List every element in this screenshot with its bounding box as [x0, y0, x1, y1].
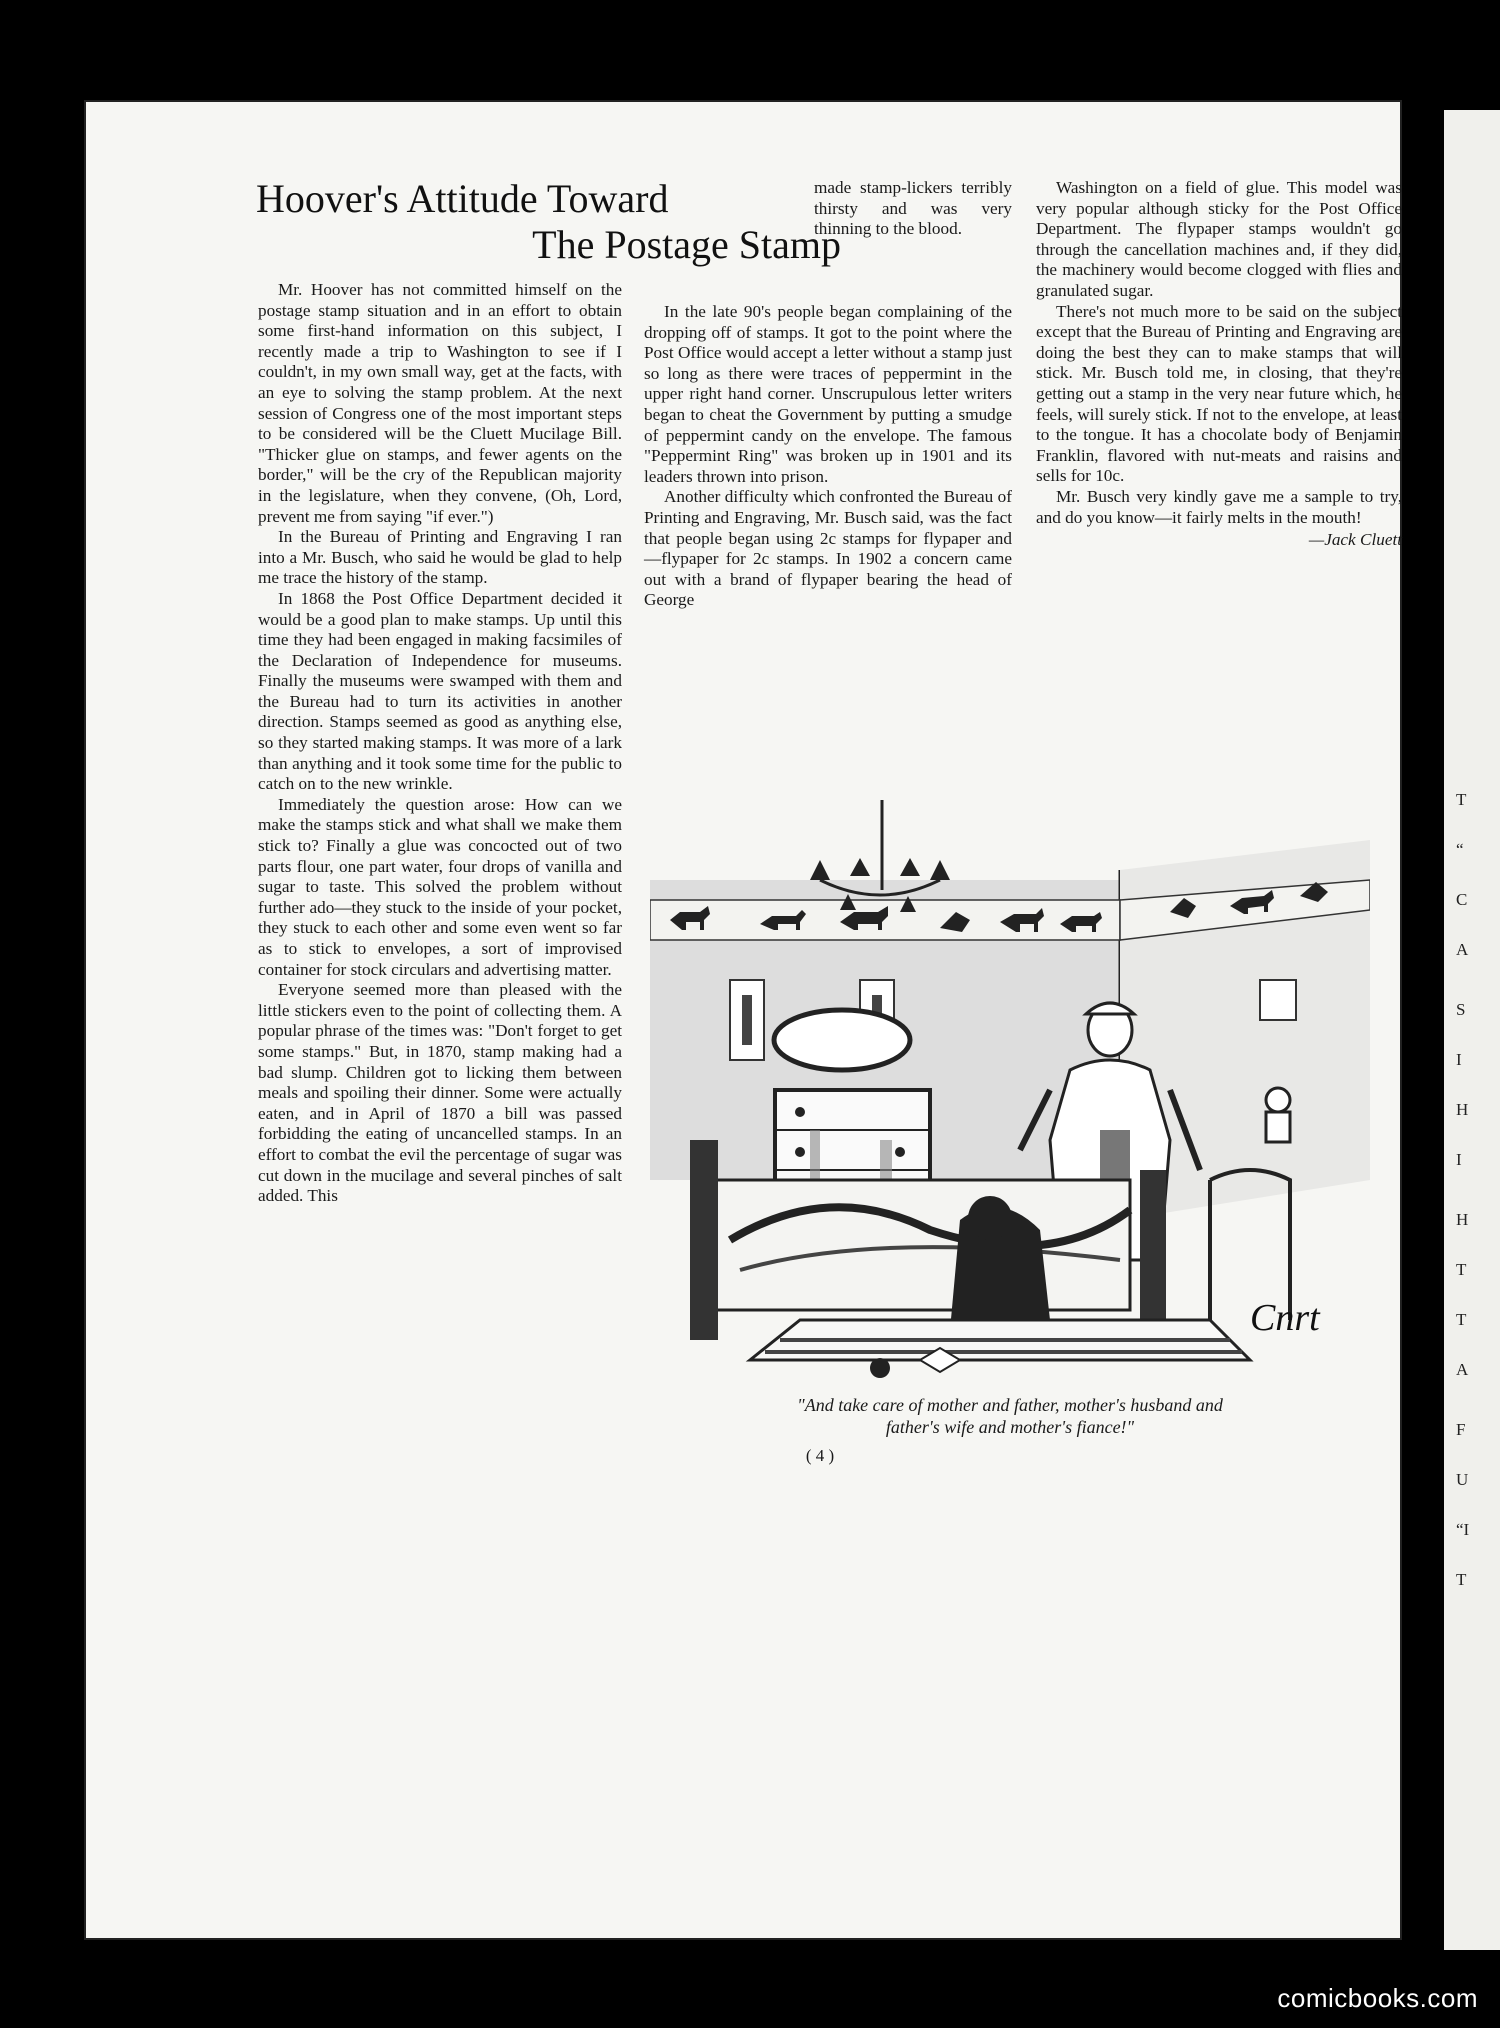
adjacent-page-letter: U — [1456, 1470, 1469, 1489]
animal-frieze — [650, 900, 1120, 940]
adjacent-page-letter: C — [1456, 890, 1468, 909]
wall-notice — [1260, 980, 1296, 1020]
paragraph: In the late 90's people began complaining of the dropping off of stamps. It got to the point where the Post Office would accept a letter without a stamp just so long as there were traces of peppermint in the upper right hand corner. Unscrupulous letter writers began to cheat the Government by putting a smudge of peppermint candy on the envelope. The famous "Peppermint Ring" was broken up in 1901 and its leaders thrown into prison. — [644, 302, 1012, 486]
teddy-bear — [1266, 1088, 1290, 1112]
site-watermark: comicbooks.com — [1277, 1983, 1478, 2013]
dresser-mirror — [774, 1010, 910, 1070]
article-column-1 — [258, 280, 622, 1207]
paragraph: There's not much more to be said on the subject except that the Bureau of Printing and Engraving are doing the best they can to make stamps that will stick. Mr. Busch told me, in closing, that they're getting out a stamp in the very near future which, he feels, will surely stick. If not to the envelope, at least to the tongue. It has a chocolate body of Benjamin Franklin, flavored with nut-meats and raisins and sells for 10c. — [1036, 301, 1402, 486]
bedpost — [1140, 1170, 1166, 1330]
adjacent-page-letter: T — [1456, 1260, 1467, 1279]
paragraph: In 1868 the Post Office Department decided it would be a good plan to make stamps. Up until this time they had been engaged in making facsimiles of the Declaration of Independence for museums. Finally the museums were swamped with them and the Bureau had to turn its activities in another direction. Stamps seemed as good as anything else, so they started making stamps. It was more of a lark than anything and it took some time for the public to catch on to the new wrinkle. — [258, 588, 622, 794]
bedpost — [690, 1140, 718, 1340]
adjacent-page-letter: T — [1456, 1570, 1467, 1589]
paragraph: Immediately the question arose: How can we make the stamps stick and what shall we make them stick to? Finally a glue was concocted out of two parts flour, one part water, four drops of vanilla and sugar to taste. This solved the problem without further ado—they stuck to the inside of your pocket, they stuck to each other and some even went so far as to stick to envelopes, a sort of improvised container for stock circulars and advertising matter. — [258, 794, 622, 979]
cartoon-caption — [640, 1394, 1380, 1438]
adjacent-page-letter: “I — [1456, 1520, 1470, 1539]
adjacent-page-letter: H — [1456, 1100, 1469, 1119]
toy-dog — [870, 1358, 890, 1378]
adjacent-page-letter: T — [1456, 1310, 1467, 1329]
adjacent-page-letter: F — [1456, 1420, 1466, 1439]
paragraph: Washington on a field of glue. This model was very popular although sticky for the Post Office Department. The flypaper stamps wouldn't go through the cancellation machines and, if they did, the machinery would become clogged with flies and granulated sugar. — [1036, 178, 1402, 300]
paragraph: Mr. Hoover has not committed himself on the postage stamp situation and in an effort to obtain some first-hand information on this subject, I recently made a trip to Washington to see if I couldn't, in my own small way, get at the facts, with an eye to solving the stamp problem. At the next session of Congress one of the most important steps to be considered will be the Cluett Mucilage Bill. "Thicker glue on stamps, and fewer agents on the border," will be the cry of the Republican majority in the legislature, when they convene, (Oh, Lord, prevent me from saying "if ever.") — [258, 280, 622, 526]
article-title — [256, 176, 841, 268]
cartoon-illustration — [650, 800, 1370, 1380]
artist-signature: Cnrt — [1250, 1297, 1320, 1339]
adjacent-page-letter: I — [1456, 1150, 1462, 1169]
article-column-3 — [1036, 178, 1402, 551]
adjacent-page-letter: A — [1456, 940, 1469, 959]
caption-line-1: "And take care of mother and father, mother's husband and — [797, 1395, 1223, 1415]
author-signature: —Jack Cluett — [1308, 530, 1402, 550]
paragraph: Mr. Busch very kindly gave me a sample to try, and do you know—it fairly melts in the mouth! — [1036, 486, 1402, 527]
adjacent-page-letter: S — [1456, 1000, 1466, 1019]
adjacent-page-letter: “ — [1456, 840, 1464, 859]
adjacent-page-letter: A — [1456, 1360, 1469, 1379]
bed — [710, 1180, 1130, 1310]
article-column-2 — [644, 302, 1012, 611]
article-column-2-top — [814, 178, 1012, 240]
adjacent-page-letter: T — [1456, 790, 1467, 809]
paragraph: made stamp-lickers terribly thirsty and was very thinning to the blood. — [814, 178, 1012, 239]
adjacent-page-letter: I — [1456, 1050, 1462, 1069]
paragraph: Another difficulty which confronted the Bureau of Printing and Engraving, Mr. Busch said, was the fact that people began using 2c stamps for flypaper and —flypaper for 2c stamps. In 1902 a concern came out with a brand of flypaper bearing the head of George — [644, 487, 1012, 610]
adjacent-page-letter: H — [1456, 1210, 1469, 1229]
title-line-2: The Postage Stamp — [532, 222, 841, 267]
adjacent-page-edge — [1444, 110, 1500, 1950]
title-line-1: Hoover's Attitude Toward — [256, 176, 669, 221]
caption-line-2: father's wife and mother's fiance!" — [885, 1417, 1135, 1437]
paragraph: In the Bureau of Printing and Engraving I ran into a Mr. Busch, who said he would be glad to help me trace the history of the stamp. — [258, 527, 622, 588]
page-number: ( 4 ) — [805, 1446, 835, 1465]
paragraph: Everyone seemed more than pleased with the little stickers even to the point of collecting them. A popular phrase of the times was: "Don't forget to get some stamps." But, in 1870, stamp making had a bad slump. Children got to licking them between meals and spoiling their dinner. Some were actually eaten, and in April of 1870 a bill was passed forbidding the eating of uncancelled stamps. In an effort to combat the evil the percentage of sugar was cut down in the mucilage and several pinches of salt added. This — [258, 980, 622, 1206]
